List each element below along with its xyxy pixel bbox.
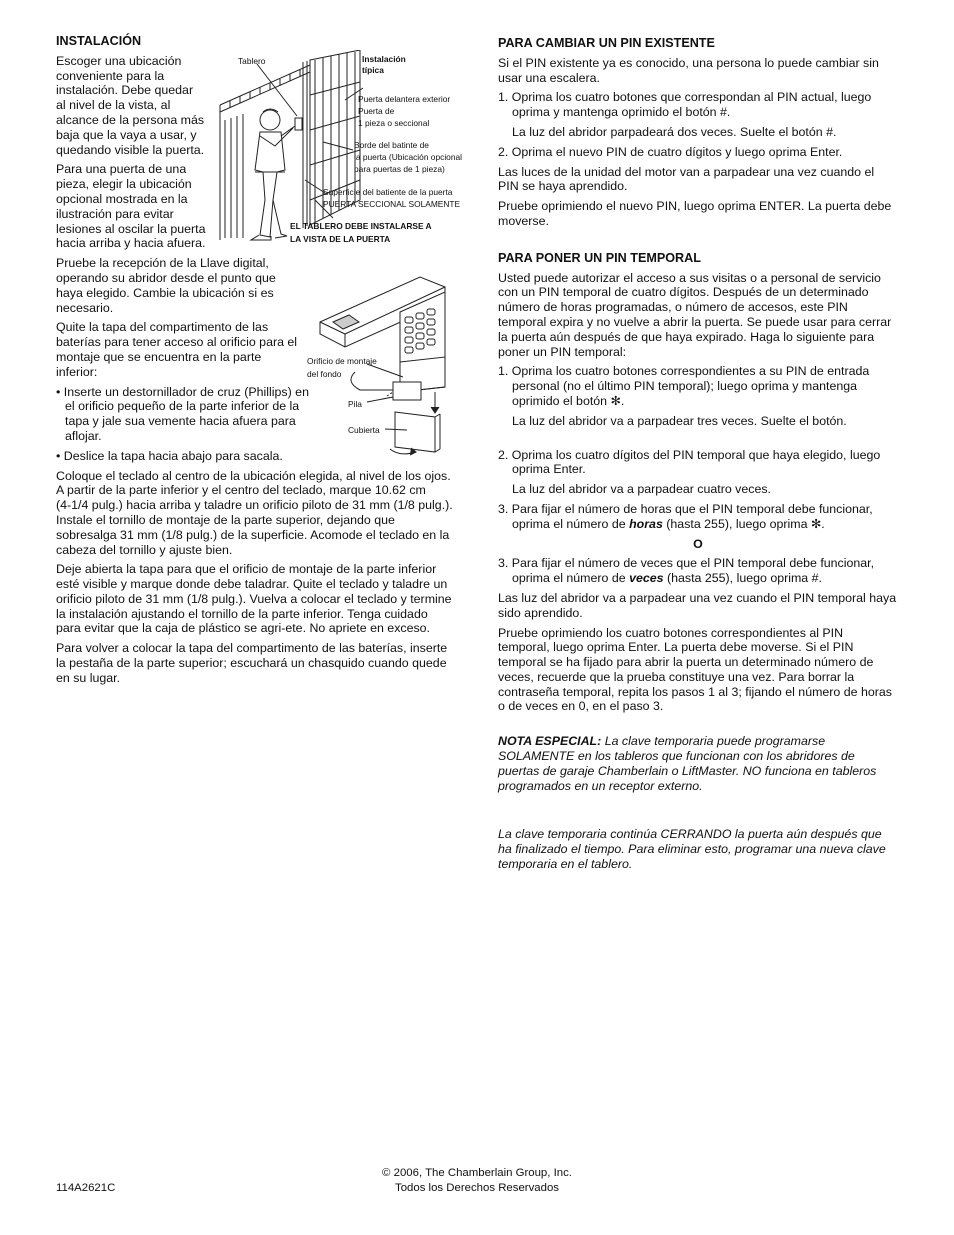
step-item <box>498 502 898 532</box>
label-borde-3: para puertas de 1 pieza) <box>354 164 445 174</box>
label-borde-1: Borde del batinte de <box>354 140 429 150</box>
door-installation-illustration <box>215 50 475 250</box>
paragraph: Deje abierta la tapa para que el orificio de montaje de la parte inferior esté visible y marque donde debe taladrar. Quite el teclado y taladre un orificio piloto de 31 mm (1/8 pulg.). Vuelva a colocar el teclado y termine la instalación ajustando el tornillo de la parte inferior. Tenga cuidado para evitar que la caja de plástico se agri-ete. No apriete en exceso. <box>56 562 452 636</box>
figure-caption-1: EL TABLERO DEBE INSTALARSE A <box>290 221 432 231</box>
paragraph: Pruebe oprimiendo el nuevo PIN, luego oprima ENTER. La puerta debe moverse. <box>498 199 892 228</box>
step-text: (hasta 255), luego oprima #. <box>663 571 822 586</box>
special-note <box>498 734 898 793</box>
label-instalacion: Instalación <box>362 54 406 64</box>
figure-caption-2: LA VISTA DE LA PUERTA <box>290 234 391 244</box>
label-superficie-1: Superficie del batiente de la puerta <box>323 187 453 197</box>
step-emphasis: horas <box>629 516 663 531</box>
right-column <box>498 36 898 877</box>
paragraph: Si el PIN existente ya es conocido, una persona lo puede cambiar sin usar una escalera. <box>498 55 879 85</box>
step-text: (hasta 255), luego oprima ✻. <box>662 516 825 531</box>
step-item <box>498 556 898 586</box>
paragraph: Las luz del abridor va a parpadear una vez cuando el PIN temporal haya sido aprendido. <box>498 590 897 620</box>
change-pin-heading: PARA CAMBIAR UN PIN EXISTENTE <box>498 36 715 50</box>
bullet-item: • Deslice la tapa hacia abajo para sacala. <box>56 448 283 463</box>
step-emphasis: veces <box>629 571 664 586</box>
paragraph: Las luces de la unidad del motor van a parpadear una vez cuando el PIN se haya aprendido. <box>498 164 875 194</box>
label-tablero: Tablero <box>238 56 266 66</box>
special-note-2: La clave temporaria continúa CERRANDO la puerta aún después que ha finalizado el tiempo. Para eliminar esto, programar una nueva clave temporaria en el tablero. <box>498 827 886 872</box>
step-item: 1. Oprima los cuatro botones que correspondan al PIN actual, luego oprima y mantenga oprimido el botón #. <box>498 90 872 120</box>
label-orificio-1: Orificio de montaje <box>307 356 377 366</box>
or-separator: O <box>693 536 703 551</box>
step-text: 3. Para fijar el número de veces que el PIN temporal debe funcionar, oprima el número de <box>498 556 875 586</box>
paragraph: Para volver a colocar la tapa del compartimento de las baterías, inserte la pestaña de la parte superior; escuchará un chasquido cuando quede en su lugar. <box>56 641 448 685</box>
copyright: © 2006, The Chamberlain Group, Inc. <box>382 1167 572 1179</box>
paragraph: Quite la tapa del compartimento de las baterías para tener acceso al orificio para el montaje que se encuentra en la parte inferior: <box>56 320 298 379</box>
label-puerta-delantera: Puerta delantera exterior <box>358 94 451 104</box>
label-tipica: típica <box>362 65 384 75</box>
paragraph: Escoger una ubicación conveniente para la instalación. Debe quedar al nivel de la vista, al alcance de la persona más baja que la vaya a usar, y quedando visible la puerta. <box>56 53 205 157</box>
label-pila: Pila <box>348 399 362 409</box>
document-code: 114A2621C <box>56 1182 116 1194</box>
bullet-item: • Inserte un destornillador de cruz (Phillips) en el orificio pequeño de la parte inferior de la tapa y jale sua vemente hacia afuera para aflojar. <box>56 384 309 443</box>
label-superficie-2: PUERTA SECCIONAL SOLAMENTE <box>323 199 461 209</box>
label-pieza: 1 pieza o seccional <box>358 118 430 128</box>
paragraph: (4-1/4 pulg.) hacia arriba y taladre un orificio piloto de 31 mm (1/8 pulg.). Instale el tornillo de montaje de la parte superior, dejando que sobresalga 31 mm (1/8 pulg.) de la superficie. Acomode el teclado en la cabeza del tornillo y ajuste bien. <box>56 498 453 557</box>
label-puerta-de: Puerta de <box>358 106 395 116</box>
paragraph: Pruebe la recepción de la Llave digital, operando su abridor desde el punto que haya elegido. Cambie la ubicación si es necesario. <box>56 256 276 315</box>
label-borde-2: la puerta (Ubicación opcional <box>354 152 463 162</box>
step-text: 3. Para fijar el número de horas que el PIN temporal debe funcionar, oprima el número de <box>498 501 873 531</box>
paragraph: Pruebe oprimiendo los cuatro botones correspondientes al PIN temporal, luego oprima Enter. La puerta debe moverse. Si el PIN temporal se ha fijado para abrir la puerta un determinado número de veces, recuerde que la prueba constituye una vez. Para borrar la contraseña temporal, repita los pasos 1 al 3; fijando el número de horas o de veces en 0, en el paso 3. <box>498 625 892 714</box>
note-label: NOTA ESPECIAL: <box>498 734 602 749</box>
temp-pin-heading: PARA PONER UN PIN TEMPORAL <box>498 250 701 265</box>
label-orificio-2: del fondo <box>307 369 342 379</box>
step-item: 2. Oprima los cuatro dígitos del PIN temporal que haya elegido, luego oprima Enter. <box>498 447 881 477</box>
label-cubierta: Cubierta <box>348 425 380 435</box>
step-note: La luz del abridor va a parpadear tres veces. Suelte el botón. <box>512 413 847 428</box>
step-item: 2. Oprima el nuevo PIN de cuatro dígitos y luego oprima Enter. <box>498 144 843 159</box>
step-item: 1. Oprima los cuatro botones correspondientes a su PIN de entrada personal (no el último PIN temporal); luego oprima y mantenga oprimido el botón ✻. <box>498 364 870 408</box>
rights-reserved: Todos los Derechos Reservados <box>395 1182 559 1194</box>
installation-heading: INSTALACIÓN <box>56 34 142 48</box>
paragraph: Usted puede autorizar el acceso a sus visitas o a personal de servicio con un PIN temporal de cuatro dígitos. Después de un determinado número de horas programadas, o número de accesos, este PIN temporal expira y no vuelve a abrir la puerta. Se puede usar para cerrar la puerta aún después de que haya expirado. Haga lo siguiente para poner un PIN temporal: <box>498 270 892 359</box>
paragraph: Coloque el teclado al centro de la ubicación elegida, al nivel de los ojos. A partir de la parte inferior y el centro del teclado, marque 10.62 cm <box>56 468 451 498</box>
paragraph: Para una puerta de una pieza, elegir la ubicación opcional mostrada en la ilustración para evitar lesiones al oscilar la puerta hacia arriba y hacia afuera. <box>56 162 206 251</box>
note-text: La clave temporaria puede programarse SOLAMENTE en los tableros que funcionan con los abridores de puertas de garaje Chamberlain o LiftMaster. NO funciona en tableros programados en un receptor externo. <box>498 734 877 793</box>
step-note: La luz del abridor va a parpadear cuatro veces. <box>512 482 771 497</box>
step-note: La luz del abridor parpadeará dos veces. Suelte el botón #. <box>512 124 837 139</box>
